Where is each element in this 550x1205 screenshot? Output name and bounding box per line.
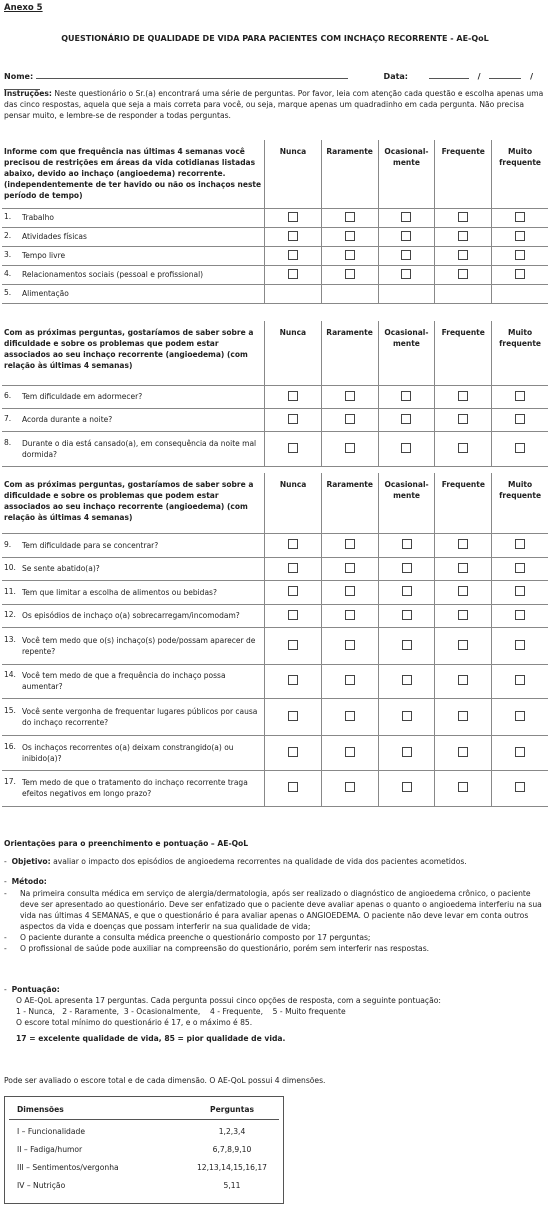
answer-cell	[265, 664, 321, 698]
table-row	[2, 284, 548, 303]
table-row	[2, 246, 548, 265]
question-number: 11.	[4, 586, 16, 596]
answer-cell	[435, 604, 492, 627]
name-field[interactable]	[36, 70, 348, 79]
answer-checkbox[interactable]	[345, 269, 355, 279]
answer-cell	[265, 265, 321, 284]
answer-cell	[321, 246, 378, 265]
question-text: Tem que limitar a escolha de alimentos ou bebidas?	[22, 587, 217, 597]
dimension-name: IV – Nutrição	[17, 1181, 66, 1190]
question-text: Relacionamentos sociais (pessoal e profissional)	[22, 270, 204, 279]
answer-checkbox[interactable]	[515, 443, 525, 453]
question-cell	[2, 627, 265, 664]
answer-checkbox[interactable]	[345, 640, 355, 650]
answer-checkbox[interactable]	[402, 711, 412, 721]
answer-cell	[265, 698, 321, 735]
questions-header: Perguntas	[210, 1105, 254, 1114]
answer-checkbox[interactable]	[458, 391, 468, 401]
answer-cell	[378, 265, 435, 284]
answer-checkbox[interactable]	[345, 539, 355, 549]
table-row	[2, 770, 548, 806]
dimension-questions: 6,7,8,9,10	[212, 1145, 252, 1154]
answer-cell	[492, 735, 548, 770]
answer-cell	[492, 265, 548, 284]
answer-checkbox[interactable]	[515, 414, 525, 424]
answer-checkbox[interactable]	[288, 675, 298, 685]
answer-cell	[492, 770, 548, 806]
page-title: QUESTIONÁRIO DE QUALIDADE DE VIDA PARA PACIENTES COM INCHAÇO RECORRENTE - AE-QoL	[61, 34, 489, 43]
answer-checkbox[interactable]	[345, 675, 355, 685]
answer-cell	[265, 408, 321, 431]
dimension-questions: 12,13,14,15,16,17	[196, 1163, 268, 1172]
answer-cell	[321, 385, 378, 408]
answer-cell	[321, 604, 378, 627]
answer-checkbox[interactable]	[288, 539, 298, 549]
guidelines-title: Orientações para o preenchimento e pontuação – AE-QoL	[4, 839, 249, 848]
answer-cell	[435, 770, 492, 806]
answer-checkbox[interactable]	[515, 563, 525, 573]
option-header: Ocasional- mente	[378, 321, 435, 385]
dimensions-header: Dimensões	[17, 1105, 64, 1114]
question-text: Acorda durante a noite?	[22, 415, 113, 424]
answer-checkbox[interactable]	[288, 269, 298, 279]
question-text: Você sente vergonha de frequentar lugares públicos por causa do inchaço recorrente?	[22, 706, 258, 727]
answer-checkbox[interactable]	[515, 711, 525, 721]
answer-checkbox[interactable]	[401, 391, 411, 401]
answer-checkbox[interactable]	[515, 231, 525, 241]
answer-checkbox[interactable]	[458, 443, 468, 453]
answer-checkbox[interactable]	[288, 563, 298, 573]
answer-checkbox[interactable]	[402, 747, 412, 757]
answer-checkbox[interactable]	[515, 640, 525, 650]
table-row	[2, 208, 548, 227]
method-label: - Método:	[4, 877, 47, 886]
answer-checkbox[interactable]	[515, 675, 525, 685]
method-item: O paciente durante a consulta médica preenche o questionário composto por 17 perguntas;	[20, 933, 371, 942]
answer-checkbox[interactable]	[458, 586, 468, 596]
question-table	[2, 473, 548, 807]
answer-checkbox[interactable]	[515, 747, 525, 757]
answer-cell	[321, 698, 378, 735]
answer-cell	[378, 208, 435, 227]
date-label: Data:	[383, 72, 409, 81]
answer-checkbox[interactable]	[515, 782, 525, 792]
question-cell	[2, 284, 265, 303]
answer-checkbox[interactable]	[402, 539, 412, 549]
answer-checkbox[interactable]	[458, 539, 468, 549]
answer-checkbox[interactable]	[401, 231, 411, 241]
answer-cell	[321, 770, 378, 806]
answer-cell	[265, 735, 321, 770]
answer-cell	[378, 604, 435, 627]
answer-cell	[378, 227, 435, 246]
table-row	[2, 664, 548, 698]
answer-cell	[378, 408, 435, 431]
answer-checkbox[interactable]	[458, 640, 468, 650]
answer-checkbox[interactable]	[345, 610, 355, 620]
question-number: 12.	[4, 610, 16, 619]
answer-checkbox[interactable]	[345, 747, 355, 757]
question-text: Atividades físicas	[22, 232, 87, 241]
answer-cell	[265, 208, 321, 227]
answer-cell	[378, 698, 435, 735]
answer-cell	[492, 431, 548, 466]
answer-cell	[435, 533, 492, 557]
instructions	[4, 88, 546, 121]
answer-checkbox[interactable]	[345, 711, 355, 721]
option-header: Raramente	[321, 473, 378, 533]
answer-checkbox[interactable]	[458, 782, 468, 792]
question-text: Alimentação	[22, 289, 69, 298]
option-header: Ocasional- mente	[378, 140, 435, 208]
answer-cell	[321, 227, 378, 246]
date-day-field[interactable]	[429, 70, 469, 79]
question-cell	[2, 770, 265, 806]
question-cell	[2, 557, 265, 580]
question-text: Os inchaços recorrentes o(a) deixam constrangido(a) ou inibido(a)?	[22, 742, 234, 763]
option-header: Ocasional- mente	[378, 473, 435, 533]
answer-cell	[492, 580, 548, 604]
question-number: 1.	[4, 212, 12, 221]
answer-cell	[321, 284, 378, 303]
question-text: Se sente abatido(a)?	[22, 564, 100, 573]
answer-checkbox[interactable]	[288, 610, 298, 620]
answer-checkbox[interactable]	[458, 711, 468, 721]
question-number: 9.	[4, 539, 12, 549]
scoring: - Pontuação: O AE-QoL apresenta 17 perguntas. Cada pergunta possui cinco opções de resposta, com a seguinte pontuação: 1 - Nunca, 2 - Raramente, 3 - Ocasionalmente, 4 - Frequente, 5 - Muito frequente O escore total mínimo do questionário é 17, e o máximo é 85. 17 = excelente qualidade de vida, 85 = pior qualidade de vida.	[4, 984, 546, 1044]
answer-cell	[492, 246, 548, 265]
answer-cell	[492, 698, 548, 735]
dimension-name: I – Funcionalidade	[17, 1127, 86, 1136]
dimension-row	[17, 1163, 267, 1172]
question-number: 15.	[4, 705, 16, 715]
answer-cell	[435, 385, 492, 408]
name-date-row: Nome: Data: / /	[4, 70, 546, 92]
question-number: 14.	[4, 670, 16, 679]
question-cell	[2, 604, 265, 627]
answer-checkbox[interactable]	[458, 610, 468, 620]
table-row	[2, 431, 548, 466]
option-header: Raramente	[321, 140, 378, 208]
answer-checkbox[interactable]	[458, 747, 468, 757]
answer-cell	[321, 664, 378, 698]
option-header: Frequente	[435, 473, 492, 533]
dimension-questions: 5,11	[223, 1181, 241, 1190]
question-text: Tem dificuldade para se concentrar?	[22, 540, 159, 550]
table-row	[2, 227, 548, 246]
answer-cell	[321, 533, 378, 557]
answer-cell	[435, 735, 492, 770]
option-header: Muito frequente	[492, 321, 548, 385]
answer-cell	[492, 227, 548, 246]
answer-cell	[435, 580, 492, 604]
answer-cell	[378, 557, 435, 580]
table-row	[2, 698, 548, 735]
answer-cell	[265, 246, 321, 265]
table-row	[2, 557, 548, 580]
answer-cell	[435, 408, 492, 431]
option-header: Muito frequente	[492, 473, 548, 533]
question-text: Você tem medo de que a frequência do inchaço possa aumentar?	[22, 671, 226, 691]
answer-checkbox[interactable]	[345, 563, 355, 573]
answer-cell	[435, 227, 492, 246]
answer-cell	[492, 284, 548, 303]
answer-cell	[435, 698, 492, 735]
answer-checkbox[interactable]	[402, 782, 412, 792]
answer-cell	[378, 664, 435, 698]
answer-checkbox[interactable]	[515, 610, 525, 620]
question-text: Tempo livre	[22, 251, 66, 260]
answer-cell	[378, 627, 435, 664]
question-cell	[2, 246, 265, 265]
question-number: 10.	[4, 563, 16, 572]
answer-checkbox[interactable]	[458, 250, 468, 260]
answer-checkbox[interactable]	[402, 563, 412, 573]
question-table	[2, 140, 548, 304]
section-header: Com as próximas perguntas, gostaríamos de saber sobre a dificuldade e sobre os problemas que podem estar associados ao seu inchaço recorrente (angioedema) (com relação às últimas 4 semanas)	[2, 321, 265, 385]
answer-checkbox[interactable]	[288, 250, 298, 260]
answer-cell	[265, 604, 321, 627]
dimension-row	[17, 1145, 267, 1154]
question-cell	[2, 408, 265, 431]
scoring-line: 1 - Nunca, 2 - Raramente, 3 - Ocasionalmente, 4 - Frequente, 5 - Muito frequente	[16, 1007, 346, 1016]
option-header: Nunca	[265, 140, 321, 208]
answer-cell	[492, 557, 548, 580]
question-number: 6.	[4, 391, 12, 400]
answer-cell	[321, 408, 378, 431]
question-number: 13.	[4, 634, 16, 644]
question-cell	[2, 208, 265, 227]
answer-cell	[265, 627, 321, 664]
answer-checkbox[interactable]	[515, 269, 525, 279]
answer-cell	[435, 664, 492, 698]
answer-checkbox[interactable]	[402, 586, 412, 596]
answer-cell	[321, 627, 378, 664]
table-row	[2, 265, 548, 284]
answer-cell	[435, 208, 492, 227]
question-cell	[2, 735, 265, 770]
answer-cell	[321, 557, 378, 580]
answer-cell	[378, 431, 435, 466]
answer-cell	[435, 431, 492, 466]
answer-checkbox[interactable]	[288, 391, 298, 401]
question-cell	[2, 265, 265, 284]
section-header: Informe com que frequência nas últimas 4 semanas você precisou de restrições em áreas da vida cotidianas listadas abaixo, devido ao inchaço (angioedema) recorrente.(independentemente de ter havido ou não os inchaços neste período de tempo)	[2, 140, 265, 208]
annex-label: Anexo 5	[4, 3, 43, 13]
question-text: Tem dificuldade em adormecer?	[22, 392, 143, 401]
question-cell	[2, 533, 265, 557]
answer-cell	[378, 735, 435, 770]
question-cell	[2, 698, 265, 735]
method-item: O profissional de saúde pode auxiliar na compreensão do questionário, porém sem interferir nas respostas.	[20, 944, 430, 953]
answer-checkbox[interactable]	[458, 414, 468, 424]
answer-checkbox[interactable]	[402, 675, 412, 685]
answer-cell	[492, 533, 548, 557]
question-cell	[2, 580, 265, 604]
answer-cell	[492, 604, 548, 627]
dimension-name: II – Fadiga/humor	[17, 1145, 83, 1154]
question-cell	[2, 227, 265, 246]
answer-checkbox[interactable]	[288, 586, 298, 596]
question-text: Você tem medo que o(s) inchaço(s) pode/possam aparecer de repente?	[22, 635, 256, 656]
section-header: Com as próximas perguntas, gostaríamos de saber sobre a dificuldade e sobre os problemas que podem estar associados ao seu inchaço recorrente (angioedema) (com relação às últimas 4 semanas)	[2, 473, 265, 533]
dimension-row	[17, 1181, 267, 1190]
answer-cell	[321, 580, 378, 604]
table-row	[2, 604, 548, 627]
answer-checkbox[interactable]	[345, 212, 355, 222]
dimensions-table	[4, 1096, 284, 1204]
answer-cell	[378, 580, 435, 604]
objective: - Objetivo: avaliar o impacto dos episódios de angioedema recorrentes na qualidade de vida dos pacientes acometidos.	[4, 857, 467, 866]
answer-checkbox[interactable]	[402, 640, 412, 650]
answer-checkbox[interactable]	[288, 212, 298, 222]
question-number: 17.	[4, 777, 16, 786]
answer-cell	[378, 533, 435, 557]
dimension-questions: 1,2,3,4	[218, 1127, 246, 1136]
answer-checkbox[interactable]	[401, 212, 411, 222]
answer-checkbox[interactable]	[288, 443, 298, 453]
dimension-row	[17, 1127, 267, 1136]
answer-cell	[435, 246, 492, 265]
answer-checkbox[interactable]	[288, 414, 298, 424]
table-row	[2, 735, 548, 770]
question-text: Trabalho	[22, 213, 54, 222]
question-number: 5.	[4, 288, 12, 297]
question-number: 16.	[4, 741, 16, 751]
option-header: Frequente	[435, 140, 492, 208]
answer-checkbox[interactable]	[458, 269, 468, 279]
scoring-line: O AE-QoL apresenta 17 perguntas. Cada pergunta possui cinco opções de resposta, com a seguinte pontuação:	[16, 996, 441, 1005]
date-month-field[interactable]	[489, 70, 521, 79]
answer-cell	[435, 265, 492, 284]
answer-cell	[265, 580, 321, 604]
answer-cell	[492, 664, 548, 698]
option-header: Nunca	[265, 321, 321, 385]
question-text: Tem medo de que o tratamento do inchaço recorrente traga efeitos negativos em longo prazo?	[22, 778, 248, 798]
scoring-line: O escore total mínimo do questionário é 17, e o máximo é 85.	[16, 1018, 253, 1027]
answer-checkbox[interactable]	[401, 269, 411, 279]
answer-checkbox[interactable]	[458, 212, 468, 222]
question-number: 2.	[4, 231, 12, 240]
answer-cell	[265, 385, 321, 408]
answer-cell	[435, 627, 492, 664]
dimension-name: III – Sentimentos/vergonha	[17, 1163, 119, 1172]
answer-checkbox[interactable]	[401, 414, 411, 424]
question-cell	[2, 664, 265, 698]
answer-cell	[265, 533, 321, 557]
answer-checkbox[interactable]	[288, 782, 298, 792]
answer-checkbox[interactable]	[345, 443, 355, 453]
option-header: Muito frequente	[492, 140, 548, 208]
option-header: Frequente	[435, 321, 492, 385]
method-list: - Na primeira consulta médica em serviço de alergia/dermatologia, após ser realizado o diagnóstico de angioedema crônico, o paciente deve ser apresentado ao questionário. Deve ser enfatizado que o paciente deve avaliar apenas o quanto o angioedema interferiu na sua vida nas últimas 4 SEMANAS, e que o questionário é para avaliar apenas o ANGIOEDEMA. O paciente não deve levar em conta outros aspectos da vida e doenças que possam interferir na sua qualidade de vida; - O paciente durante a consulta médica preenche o questionário composto por 17 perguntas; - O profissional de saúde pode auxiliar na compreensão do questionário, porém sem interferir nas respostas.	[4, 888, 546, 954]
answer-checkbox[interactable]	[345, 414, 355, 424]
answer-checkbox[interactable]	[401, 443, 411, 453]
answer-cell	[492, 627, 548, 664]
answer-checkbox[interactable]	[515, 212, 525, 222]
answer-checkbox[interactable]	[402, 610, 412, 620]
answer-cell	[435, 557, 492, 580]
table-row	[2, 408, 548, 431]
option-header: Raramente	[321, 321, 378, 385]
answer-checkbox[interactable]	[345, 391, 355, 401]
answer-cell	[378, 246, 435, 265]
answer-cell	[492, 385, 548, 408]
answer-cell	[321, 265, 378, 284]
question-number: 7.	[4, 414, 12, 423]
answer-checkbox[interactable]	[345, 250, 355, 260]
answer-checkbox[interactable]	[458, 231, 468, 241]
table-row	[2, 580, 548, 604]
answer-checkbox[interactable]	[515, 539, 525, 549]
name-label: Nome:	[4, 72, 34, 81]
dimensions-intro: Pode ser avaliado o escore total e de cada dimensão. O AE-QoL possui 4 dimensões.	[4, 1076, 326, 1085]
answer-checkbox[interactable]	[288, 640, 298, 650]
answer-cell	[321, 431, 378, 466]
instructions-text: Neste questionário o Sr.(a) encontrará uma série de perguntas. Por favor, leia com atenção cada questão e escolha apenas uma das cinco respostas, aquela que seja a mais correta para você, ou seja, marque apenas um quadradinho em cada pergunta. Não precisa pensar muito, e lembre-se de responder a todas perguntas.	[4, 89, 544, 120]
answer-cell	[265, 770, 321, 806]
question-cell	[2, 385, 265, 408]
answer-checkbox[interactable]	[288, 231, 298, 241]
answer-cell	[265, 557, 321, 580]
scoring-summary: 17 = excelente qualidade de vida, 85 = pior qualidade de vida.	[16, 1034, 286, 1043]
answer-checkbox[interactable]	[345, 586, 355, 596]
question-number: 3.	[4, 250, 12, 259]
answer-cell	[265, 284, 321, 303]
method-item: Na primeira consulta médica em serviço de alergia/dermatologia, após ser realizado o diagnóstico de angioedema crônico, o paciente deve ser apresentado ao questionário. Deve ser enfatizado que o paciente deve avaliar apenas o quanto o angioedema interferiu na sua vida nas últimas 4 SEMANAS, e que o questionário é para avaliar apenas o ANGIOEDEMA. O paciente não deve levar em conta outros aspectos da vida e doenças que possam interferir na sua qualidade de vida;	[20, 889, 542, 931]
table-row	[2, 533, 548, 557]
answer-cell	[435, 284, 492, 303]
answer-cell	[378, 385, 435, 408]
instructions-label: Instruções:	[4, 89, 52, 98]
answer-cell	[492, 208, 548, 227]
answer-checkbox[interactable]	[288, 711, 298, 721]
answer-cell	[492, 408, 548, 431]
question-cell	[2, 431, 265, 466]
answer-checkbox[interactable]	[288, 747, 298, 757]
answer-cell	[321, 208, 378, 227]
answer-cell	[378, 770, 435, 806]
answer-cell	[378, 284, 435, 303]
answer-cell	[265, 431, 321, 466]
question-number: 8.	[4, 437, 12, 447]
answer-checkbox[interactable]	[515, 391, 525, 401]
answer-checkbox[interactable]	[401, 250, 411, 260]
question-number: 4.	[4, 269, 12, 278]
question-table	[2, 321, 548, 467]
answer-cell	[265, 227, 321, 246]
answer-cell	[321, 735, 378, 770]
answer-checkbox[interactable]	[458, 675, 468, 685]
answer-checkbox[interactable]	[345, 782, 355, 792]
answer-checkbox[interactable]	[515, 586, 525, 596]
answer-checkbox[interactable]	[515, 250, 525, 260]
question-text: Durante o dia está cansado(a), em consequência da noite mal dormida?	[22, 438, 257, 459]
answer-checkbox[interactable]	[345, 231, 355, 241]
option-header: Nunca	[265, 473, 321, 533]
table-row	[2, 627, 548, 664]
question-text: Os episódios de inchaço o(a) sobrecarregam/incomodam?	[22, 611, 240, 620]
answer-checkbox[interactable]	[458, 563, 468, 573]
table-row	[2, 385, 548, 408]
